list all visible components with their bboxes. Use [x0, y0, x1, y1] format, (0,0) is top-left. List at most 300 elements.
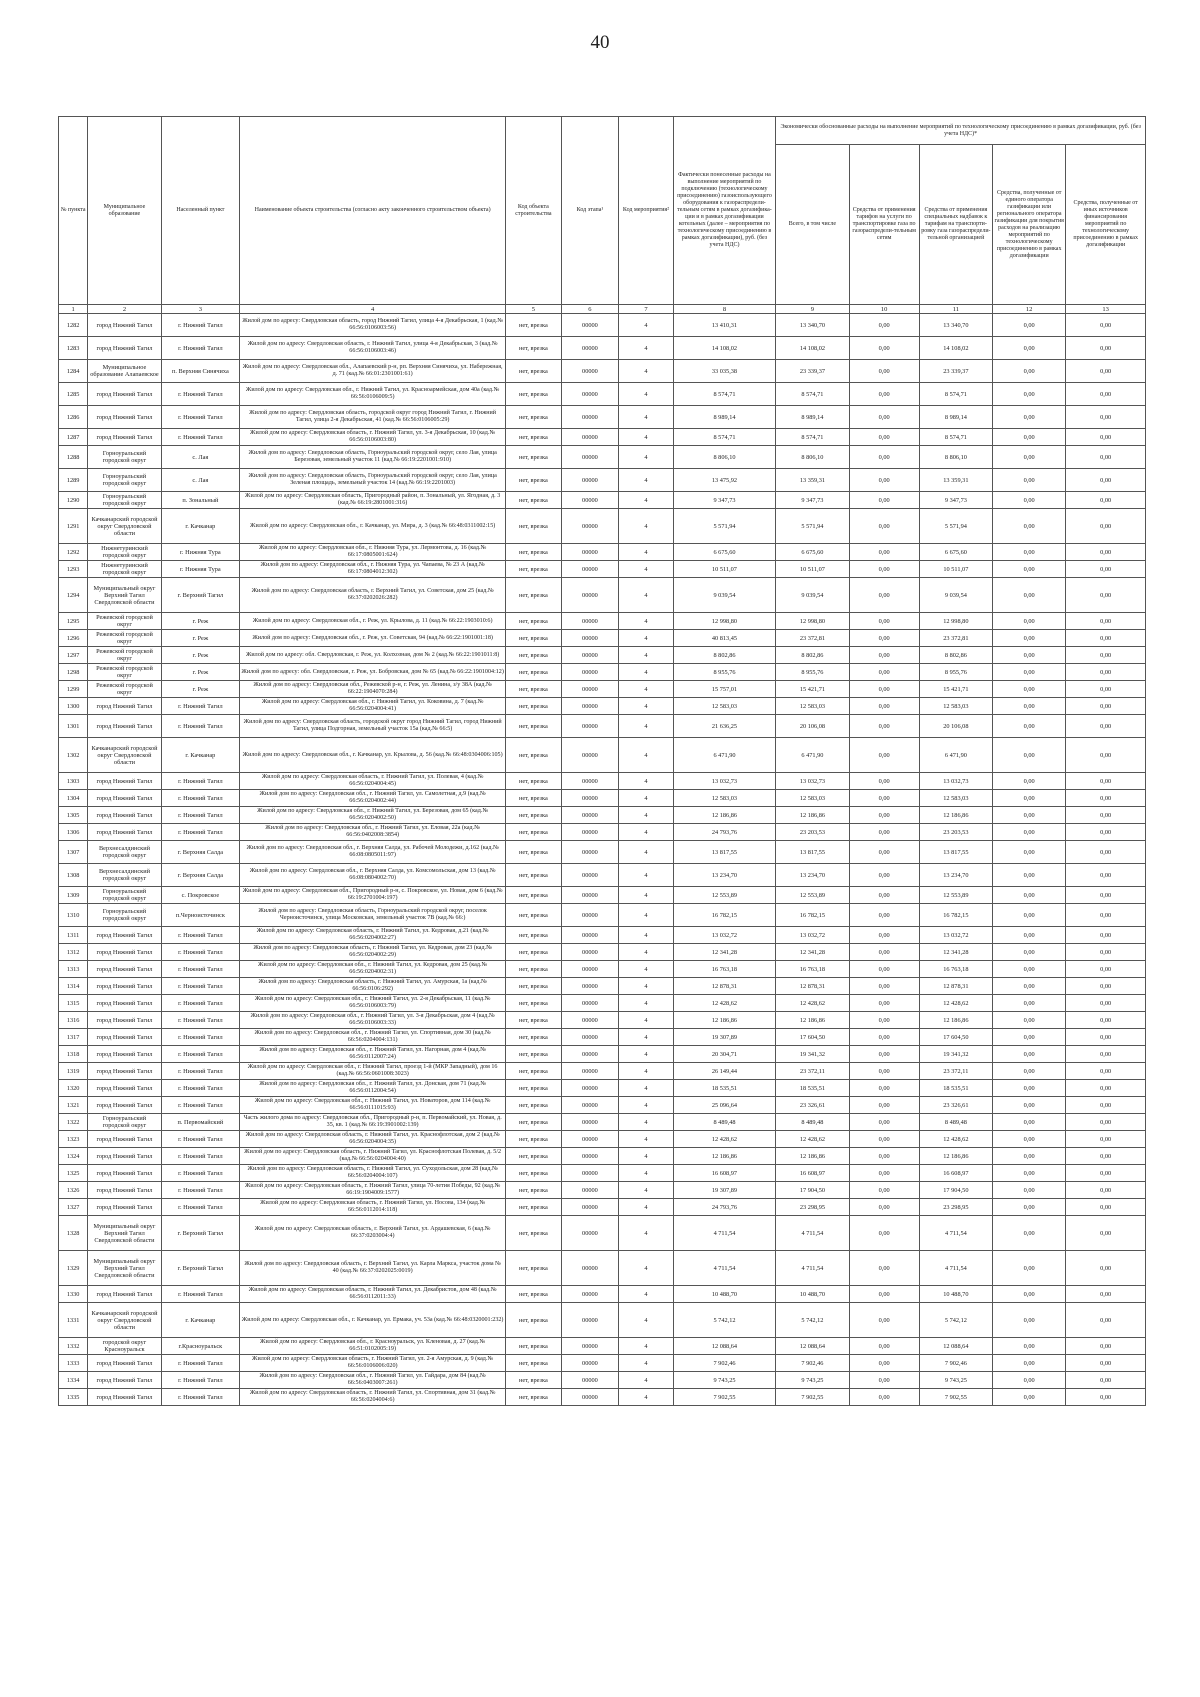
cell-single-operator: 0,00 [993, 1338, 1066, 1355]
cell-settlement: г. Качканар [161, 509, 240, 544]
cell-transport-tariff: 0,00 [849, 864, 919, 887]
cell-object-code: нет, врезка [506, 1080, 562, 1097]
cell-stage-code: 00000 [561, 314, 619, 337]
cell-municipality: Верхнесалдинский городской округ [88, 841, 161, 864]
cell-special-markups: 12 186,86 [919, 807, 992, 824]
table-row [59, 664, 1146, 681]
cell-single-operator: 0,00 [993, 406, 1066, 429]
cell-stage-code: 00000 [561, 824, 619, 841]
cell-actual-expenses: 18 535,51 [673, 1080, 776, 1097]
cell-special-markups: 12 428,62 [919, 1131, 992, 1148]
cell-other-sources: 0,00 [1066, 469, 1146, 492]
cell-transport-tariff: 0,00 [849, 790, 919, 807]
cell-actual-expenses: 4 711,54 [673, 1251, 776, 1286]
cell-stage-code: 00000 [561, 1097, 619, 1114]
cell-other-sources: 0,00 [1066, 773, 1146, 790]
cell-total: 12 186,86 [776, 1012, 849, 1029]
cell-total: 12 186,86 [776, 1148, 849, 1165]
cell-num: 1334 [59, 1372, 88, 1389]
cell-total: 23 372,11 [776, 1063, 849, 1080]
cell-object-code: нет, врезка [506, 469, 562, 492]
cell-total: 6 471,90 [776, 738, 849, 773]
cell-object-name: Жилой дом по адресу: Свердловская обл., г. Нижний Тагил, ул. Донская, дом 71 (кад.№ 66:56:0112004:54) [240, 1080, 506, 1097]
cell-total: 8 806,10 [776, 446, 849, 469]
cell-single-operator: 0,00 [993, 630, 1066, 647]
cell-object-code: нет, врезка [506, 927, 562, 944]
cell-special-markups: 12 553,89 [919, 887, 992, 904]
cell-stage-code: 00000 [561, 1355, 619, 1372]
cell-municipality: Качканарский городской округ Свердловской области [88, 509, 161, 544]
cell-other-sources: 0,00 [1066, 807, 1146, 824]
cell-stage-code: 00000 [561, 738, 619, 773]
cell-municipality: Качканарский городской округ Свердловской области [88, 1303, 161, 1338]
cell-other-sources: 0,00 [1066, 1012, 1146, 1029]
cell-total: 23 203,53 [776, 824, 849, 841]
cell-event-code: 4 [619, 841, 673, 864]
cell-settlement: г. Нижний Тагил [161, 1046, 240, 1063]
cell-object-code: нет, врезка [506, 824, 562, 841]
cell-object-code: нет, врезка [506, 509, 562, 544]
cell-transport-tariff: 0,00 [849, 578, 919, 613]
table-row [59, 469, 1146, 492]
header-other-sources: Средства, полученные от иных источников финансирования мероприятий по технологическому присоединению в рамках догазификации [1066, 145, 1146, 305]
cell-event-code: 4 [619, 613, 673, 630]
table-row [59, 544, 1146, 561]
cell-object-code: нет, врезка [506, 841, 562, 864]
cell-other-sources: 0,00 [1066, 738, 1146, 773]
cell-stage-code: 00000 [561, 773, 619, 790]
cell-settlement: г. Нижний Тагил [161, 927, 240, 944]
cell-other-sources: 0,00 [1066, 1063, 1146, 1080]
cell-single-operator: 0,00 [993, 1372, 1066, 1389]
cell-single-operator: 0,00 [993, 1199, 1066, 1216]
cell-other-sources: 0,00 [1066, 1148, 1146, 1165]
cell-num: 1311 [59, 927, 88, 944]
cell-other-sources: 0,00 [1066, 1199, 1146, 1216]
cell-num: 1289 [59, 469, 88, 492]
cell-municipality: Муниципальный округ Верхний Тагил Свердловской области [88, 1251, 161, 1286]
cell-object-name: Жилой дом по адресу: Свердловская обл., г. Нижний Тагил, ул. Самолетная, д.9 (кад.№ 66:56:0204002:44) [240, 790, 506, 807]
cell-event-code: 4 [619, 1165, 673, 1182]
cell-actual-expenses: 9 039,54 [673, 578, 776, 613]
cell-object-code: нет, врезка [506, 337, 562, 360]
cell-municipality: Горноуральский городской округ [88, 1114, 161, 1131]
cell-municipality: город Нижний Тагил [88, 1131, 161, 1148]
cell-municipality: Муниципальный округ Верхний Тагил Свердловской области [88, 1216, 161, 1251]
cell-object-code: нет, врезка [506, 1012, 562, 1029]
cell-transport-tariff: 0,00 [849, 613, 919, 630]
cell-actual-expenses: 25 096,64 [673, 1097, 776, 1114]
cell-other-sources: 0,00 [1066, 1165, 1146, 1182]
cell-stage-code: 00000 [561, 337, 619, 360]
cell-special-markups: 9 347,73 [919, 492, 992, 509]
table-row [59, 995, 1146, 1012]
cell-single-operator: 0,00 [993, 1131, 1066, 1148]
cell-total: 13 234,70 [776, 864, 849, 887]
cell-object-name: Жилой дом по адресу: Свердловская область, городской округ город Нижний Тагил, город Нижний Тагил, улица Подгорная, земельный участок 15а (кад.№ 66:5) [240, 715, 506, 738]
cell-stage-code: 00000 [561, 1148, 619, 1165]
cell-object-code: нет, врезка [506, 1063, 562, 1080]
column-number: 8 [673, 305, 776, 314]
cell-object-code: нет, врезка [506, 1303, 562, 1338]
cell-total: 4 711,54 [776, 1216, 849, 1251]
cell-settlement: г. Нижний Тагил [161, 698, 240, 715]
cell-special-markups: 6 675,60 [919, 544, 992, 561]
cell-object-code: нет, врезка [506, 738, 562, 773]
cell-num: 1320 [59, 1080, 88, 1097]
cell-num: 1286 [59, 406, 88, 429]
cell-object-code: нет, врезка [506, 1216, 562, 1251]
cell-total: 10 511,07 [776, 561, 849, 578]
cell-event-code: 4 [619, 887, 673, 904]
cell-stage-code: 00000 [561, 715, 619, 738]
cell-special-markups: 9 743,25 [919, 1372, 992, 1389]
cell-actual-expenses: 13 410,31 [673, 314, 776, 337]
cell-object-code: нет, врезка [506, 1251, 562, 1286]
cell-other-sources: 0,00 [1066, 1097, 1146, 1114]
cell-municipality: Верхнесалдинский городской округ [88, 864, 161, 887]
cell-other-sources: 0,00 [1066, 698, 1146, 715]
cell-settlement: г. Нижний Тагил [161, 1080, 240, 1097]
cell-other-sources: 0,00 [1066, 429, 1146, 446]
cell-total: 20 106,08 [776, 715, 849, 738]
cell-transport-tariff: 0,00 [849, 1216, 919, 1251]
cell-num: 1306 [59, 824, 88, 841]
cell-municipality: Нижнетуринский городской округ [88, 561, 161, 578]
cell-single-operator: 0,00 [993, 681, 1066, 698]
cell-actual-expenses: 20 304,71 [673, 1046, 776, 1063]
cell-event-code: 4 [619, 337, 673, 360]
cell-event-code: 4 [619, 1131, 673, 1148]
table-row [59, 864, 1146, 887]
cell-object-name: Жилой дом по адресу: Свердловская область, г. Нижний Тагил, ул. 2-я Амурская, д. 9 (кад.№ 66:56:0106006:020) [240, 1355, 506, 1372]
cell-municipality: город Нижний Тагил [88, 1199, 161, 1216]
cell-other-sources: 0,00 [1066, 887, 1146, 904]
cell-transport-tariff: 0,00 [849, 841, 919, 864]
cell-total: 23 339,37 [776, 360, 849, 383]
cell-total: 13 359,31 [776, 469, 849, 492]
cell-settlement: г. Реж [161, 613, 240, 630]
cell-event-code: 4 [619, 715, 673, 738]
cell-object-name: Жилой дом по адресу: Свердловская область, г. Нижний Тагил, улица 70-летия Победы, 92 (кад.№ 66:19:1904009:1577) [240, 1182, 506, 1199]
cell-special-markups: 23 326,61 [919, 1097, 992, 1114]
cell-transport-tariff: 0,00 [849, 1148, 919, 1165]
cell-object-name: Жилой дом по адресу: Свердловская область, г. Нижний Тагил, ул. Спортивная, дом 31 (кад.№ 66:56:0204004:6) [240, 1389, 506, 1406]
cell-actual-expenses: 12 186,86 [673, 1012, 776, 1029]
table-row [59, 1286, 1146, 1303]
cell-single-operator: 0,00 [993, 1216, 1066, 1251]
table-row [59, 1063, 1146, 1080]
cell-object-code: нет, врезка [506, 790, 562, 807]
cell-stage-code: 00000 [561, 978, 619, 995]
cell-special-markups: 8 989,14 [919, 406, 992, 429]
cell-actual-expenses: 6 675,60 [673, 544, 776, 561]
cell-object-name: Жилой дом по адресу: Свердловская область, г. Нижний Тагил, ул. Краснофлотская Полевая, д. 5/2 (кад.№ 66:56:0204004:40) [240, 1148, 506, 1165]
table-row [59, 1012, 1146, 1029]
cell-object-code: нет, врезка [506, 1165, 562, 1182]
cell-object-code: нет, врезка [506, 1046, 562, 1063]
table-row [59, 492, 1146, 509]
cell-num: 1291 [59, 509, 88, 544]
cell-stage-code: 00000 [561, 613, 619, 630]
cell-other-sources: 0,00 [1066, 561, 1146, 578]
cell-actual-expenses: 12 186,86 [673, 1148, 776, 1165]
column-number: 5 [506, 305, 562, 314]
table-row [59, 790, 1146, 807]
cell-municipality: Муниципальный округ Верхний Тагил Свердловской области [88, 578, 161, 613]
cell-special-markups: 8 802,86 [919, 647, 992, 664]
cell-num: 1323 [59, 1131, 88, 1148]
cell-object-name: Жилой дом по адресу: обл. Свердловская, г. Реж, ул. Колхозная, дом № 2 (кад.№ 66:22:1901011:8) [240, 647, 506, 664]
header-settlement: Населенный пункт [161, 117, 240, 305]
cell-single-operator: 0,00 [993, 578, 1066, 613]
cell-special-markups: 23 298,95 [919, 1199, 992, 1216]
table-row [59, 1114, 1146, 1131]
cell-special-markups: 12 428,62 [919, 995, 992, 1012]
cell-actual-expenses: 8 806,10 [673, 446, 776, 469]
cell-special-markups: 5 571,94 [919, 509, 992, 544]
cell-stage-code: 00000 [561, 406, 619, 429]
cell-transport-tariff: 0,00 [849, 509, 919, 544]
cell-total: 12 186,86 [776, 807, 849, 824]
cell-settlement: г. Нижний Тагил [161, 978, 240, 995]
header-actual-expenses: Фактически понесенные расходы на выполнение мероприятий по подключению (технологическому присоединению) газоиспользующего оборудования к газораспредели-тельным сетям в рамках догазифика-ции и в рамках догазификации котельных (далее – мероприятия по технологическому присоединению в рамках догазификации), руб. (без учета НДС) [673, 117, 776, 305]
table-row [59, 773, 1146, 790]
table-row [59, 613, 1146, 630]
cell-object-code: нет, врезка [506, 1029, 562, 1046]
cell-other-sources: 0,00 [1066, 790, 1146, 807]
cell-event-code: 4 [619, 904, 673, 927]
cell-object-name: Жилой дом по адресу: Свердловская обл., г. Нижний Тагил, ул. 2-я Декабрьская, 11 (кад.№ 66:56:0106003:79) [240, 995, 506, 1012]
cell-event-code: 4 [619, 1114, 673, 1131]
cell-transport-tariff: 0,00 [849, 429, 919, 446]
cell-transport-tariff: 0,00 [849, 1080, 919, 1097]
column-number: 7 [619, 305, 673, 314]
cell-transport-tariff: 0,00 [849, 664, 919, 681]
cell-num: 1296 [59, 630, 88, 647]
cell-actual-expenses: 6 471,90 [673, 738, 776, 773]
cell-object-name: Жилой дом по адресу: Свердловская область, г. Нижний Тагил, ул. Носова, 134 (кад.№ 66:56:0112014:118) [240, 1199, 506, 1216]
cell-num: 1318 [59, 1046, 88, 1063]
cell-object-name: Жилой дом по адресу: Свердловская область, г. Нижний Тагил, ул. Полевая, 4 (кад.№ 66:56:0204004:45) [240, 773, 506, 790]
cell-object-code: нет, врезка [506, 961, 562, 978]
table-row [59, 698, 1146, 715]
cell-other-sources: 0,00 [1066, 406, 1146, 429]
cell-settlement: г. Нижний Тагил [161, 790, 240, 807]
cell-actual-expenses: 19 307,89 [673, 1029, 776, 1046]
table-row [59, 1355, 1146, 1372]
cell-object-code: нет, врезка [506, 1182, 562, 1199]
cell-transport-tariff: 0,00 [849, 773, 919, 790]
cell-num: 1300 [59, 698, 88, 715]
cell-total: 9 347,73 [776, 492, 849, 509]
cell-single-operator: 0,00 [993, 978, 1066, 995]
cell-single-operator: 0,00 [993, 944, 1066, 961]
cell-total: 23 372,81 [776, 630, 849, 647]
cell-object-name: Часть жилого дома по адресу: Свердловская обл., Пригородный р-н, п. Первомайский, ул. Новая, д. 35, кв. 1 (кад.№ 66:19:3901002:139) [240, 1114, 506, 1131]
table-row [59, 360, 1146, 383]
table-row [59, 1148, 1146, 1165]
cell-total: 12 583,03 [776, 698, 849, 715]
cell-object-name: Жилой дом по адресу: Свердловская область, г. Нижний Тагил, ул. Кедровая, дом 23 (кад.№ 66:56:0204002:29) [240, 944, 506, 961]
header-total: Всего, в том числе [776, 145, 849, 305]
cell-transport-tariff: 0,00 [849, 1286, 919, 1303]
cell-object-code: нет, врезка [506, 429, 562, 446]
cell-object-name: Жилой дом по адресу: Свердловская область, г. Верхний Тагил, ул. Советская, дом 25 (кад.№ 66:37:0202026:282) [240, 578, 506, 613]
cell-object-code: нет, врезка [506, 492, 562, 509]
cell-single-operator: 0,00 [993, 698, 1066, 715]
cell-settlement: г. Нижний Тагил [161, 807, 240, 824]
cell-stage-code: 00000 [561, 1303, 619, 1338]
header-group: Экономически обоснованные расходы на выполнение мероприятий по технологическому присоединению в рамках догазификации, руб. (без учета НДС)* [776, 117, 1146, 145]
cell-event-code: 4 [619, 1372, 673, 1389]
cell-object-name: Жилой дом по адресу: Свердловская обл., Режевской р-н, г. Реж, ул. Ленина, з/у 38А (кад.№ 66:22:1904070:284) [240, 681, 506, 698]
cell-num: 1288 [59, 446, 88, 469]
cell-other-sources: 0,00 [1066, 647, 1146, 664]
cell-object-code: нет, врезка [506, 1114, 562, 1131]
cell-municipality: город Нижний Тагил [88, 927, 161, 944]
cell-object-code: нет, врезка [506, 1355, 562, 1372]
cell-municipality: Горноуральский городской округ [88, 492, 161, 509]
cell-other-sources: 0,00 [1066, 1338, 1146, 1355]
cell-other-sources: 0,00 [1066, 446, 1146, 469]
cell-object-code: нет, врезка [506, 698, 562, 715]
cell-actual-expenses: 21 636,25 [673, 715, 776, 738]
cell-event-code: 4 [619, 1286, 673, 1303]
cell-total: 17 904,50 [776, 1182, 849, 1199]
cell-object-name: Жилой дом по адресу: Свердловская область, г. Верхний Тагил, ул. Карла Маркса, участок дома № 40 (кад.№ 66:37:0202025:0019) [240, 1251, 506, 1286]
cell-total: 12 428,62 [776, 1131, 849, 1148]
cell-other-sources: 0,00 [1066, 1114, 1146, 1131]
header-special-markups: Средства от применения специальных надбавок к тарифам на транспорти-ровку газа газораспредели-тельной организацией [919, 145, 992, 305]
cell-stage-code: 00000 [561, 429, 619, 446]
cell-actual-expenses: 10 488,70 [673, 1286, 776, 1303]
cell-total: 5 742,12 [776, 1303, 849, 1338]
cell-settlement: г. Нижняя Тура [161, 544, 240, 561]
column-number: 9 [776, 305, 849, 314]
cell-actual-expenses: 24 793,76 [673, 1199, 776, 1216]
cell-event-code: 4 [619, 630, 673, 647]
cell-single-operator: 0,00 [993, 1389, 1066, 1406]
cell-object-name: Жилой дом по адресу: Свердловская обл., г. Нижний Тагил, ул. Нагорная, дом 4 (кад.№ 66:56:0112007:24) [240, 1046, 506, 1063]
cell-total: 14 108,02 [776, 337, 849, 360]
cell-num: 1314 [59, 978, 88, 995]
cell-special-markups: 13 359,31 [919, 469, 992, 492]
cell-special-markups: 12 186,86 [919, 1148, 992, 1165]
cell-single-operator: 0,00 [993, 1251, 1066, 1286]
table-row [59, 961, 1146, 978]
cell-transport-tariff: 0,00 [849, 360, 919, 383]
cell-municipality: городской округ Красноуральск [88, 1338, 161, 1355]
cell-municipality: город Нижний Тагил [88, 824, 161, 841]
cell-total: 13 340,70 [776, 314, 849, 337]
cell-municipality: город Нижний Тагил [88, 807, 161, 824]
cell-transport-tariff: 0,00 [849, 1165, 919, 1182]
table-row [59, 1338, 1146, 1355]
gasification-table [58, 116, 1146, 1406]
cell-transport-tariff: 0,00 [849, 1131, 919, 1148]
table-row [59, 1182, 1146, 1199]
table-row [59, 383, 1146, 406]
cell-num: 1287 [59, 429, 88, 446]
cell-event-code: 4 [619, 360, 673, 383]
cell-actual-expenses: 5 742,12 [673, 1303, 776, 1338]
cell-special-markups: 8 955,76 [919, 664, 992, 681]
cell-special-markups: 7 902,55 [919, 1389, 992, 1406]
cell-other-sources: 0,00 [1066, 1046, 1146, 1063]
cell-single-operator: 0,00 [993, 561, 1066, 578]
cell-special-markups: 4 711,54 [919, 1216, 992, 1251]
cell-object-code: нет, врезка [506, 715, 562, 738]
column-number: 2 [88, 305, 161, 314]
cell-object-code: нет, врезка [506, 864, 562, 887]
cell-object-code: нет, врезка [506, 1131, 562, 1148]
cell-object-code: нет, врезка [506, 1199, 562, 1216]
cell-transport-tariff: 0,00 [849, 904, 919, 927]
cell-event-code: 4 [619, 1029, 673, 1046]
cell-transport-tariff: 0,00 [849, 314, 919, 337]
cell-settlement: г. Нижний Тагил [161, 1029, 240, 1046]
cell-actual-expenses: 8 574,71 [673, 429, 776, 446]
table-row [59, 1199, 1146, 1216]
table-row [59, 715, 1146, 738]
cell-special-markups: 18 535,51 [919, 1080, 992, 1097]
cell-settlement: г. Нижний Тагил [161, 1182, 240, 1199]
cell-event-code: 4 [619, 406, 673, 429]
table-row [59, 927, 1146, 944]
header-municipality: Муниципальное образование [88, 117, 161, 305]
cell-other-sources: 0,00 [1066, 544, 1146, 561]
cell-other-sources: 0,00 [1066, 995, 1146, 1012]
cell-settlement: г. Реж [161, 681, 240, 698]
cell-special-markups: 12 186,86 [919, 1012, 992, 1029]
cell-transport-tariff: 0,00 [849, 807, 919, 824]
header-object-name: Наименование объекта строительства (согласно акту законченного строительством объекта) [240, 117, 506, 305]
cell-num: 1330 [59, 1286, 88, 1303]
cell-single-operator: 0,00 [993, 613, 1066, 630]
column-number: 11 [919, 305, 992, 314]
cell-object-code: нет, врезка [506, 904, 562, 927]
cell-event-code: 4 [619, 978, 673, 995]
cell-stage-code: 00000 [561, 1046, 619, 1063]
cell-single-operator: 0,00 [993, 887, 1066, 904]
cell-stage-code: 00000 [561, 995, 619, 1012]
cell-stage-code: 00000 [561, 544, 619, 561]
cell-special-markups: 23 203,53 [919, 824, 992, 841]
cell-num: 1315 [59, 995, 88, 1012]
table-row [59, 738, 1146, 773]
cell-other-sources: 0,00 [1066, 1080, 1146, 1097]
cell-object-name: Жилой дом по адресу: Свердловская обл., г. Нижний Тагил, ул. Кедровая, дом 25 (кад.№ 66:56:0204002:31) [240, 961, 506, 978]
cell-total: 4 711,54 [776, 1251, 849, 1286]
cell-special-markups: 12 088,64 [919, 1338, 992, 1355]
cell-object-name: Жилой дом по адресу: Свердловская обл., г. Реж, ул. Крылова, д. 11 (кад.№ 66:22:1903010:6) [240, 613, 506, 630]
cell-stage-code: 00000 [561, 1372, 619, 1389]
cell-settlement: г. Верхний Тагил [161, 1216, 240, 1251]
cell-object-code: нет, врезка [506, 314, 562, 337]
cell-total: 8 989,14 [776, 406, 849, 429]
cell-stage-code: 00000 [561, 1199, 619, 1216]
cell-transport-tariff: 0,00 [849, 1046, 919, 1063]
cell-single-operator: 0,00 [993, 715, 1066, 738]
cell-event-code: 4 [619, 1338, 673, 1355]
cell-object-name: Жилой дом по адресу: Свердловская обл., г. Нижний Тагил, ул. Новаторов, дом 114 (кад.№ 66:56:0111015:93) [240, 1097, 506, 1114]
cell-event-code: 4 [619, 647, 673, 664]
cell-special-markups: 10 511,07 [919, 561, 992, 578]
cell-event-code: 4 [619, 1199, 673, 1216]
cell-single-operator: 0,00 [993, 1286, 1066, 1303]
cell-num: 1316 [59, 1012, 88, 1029]
